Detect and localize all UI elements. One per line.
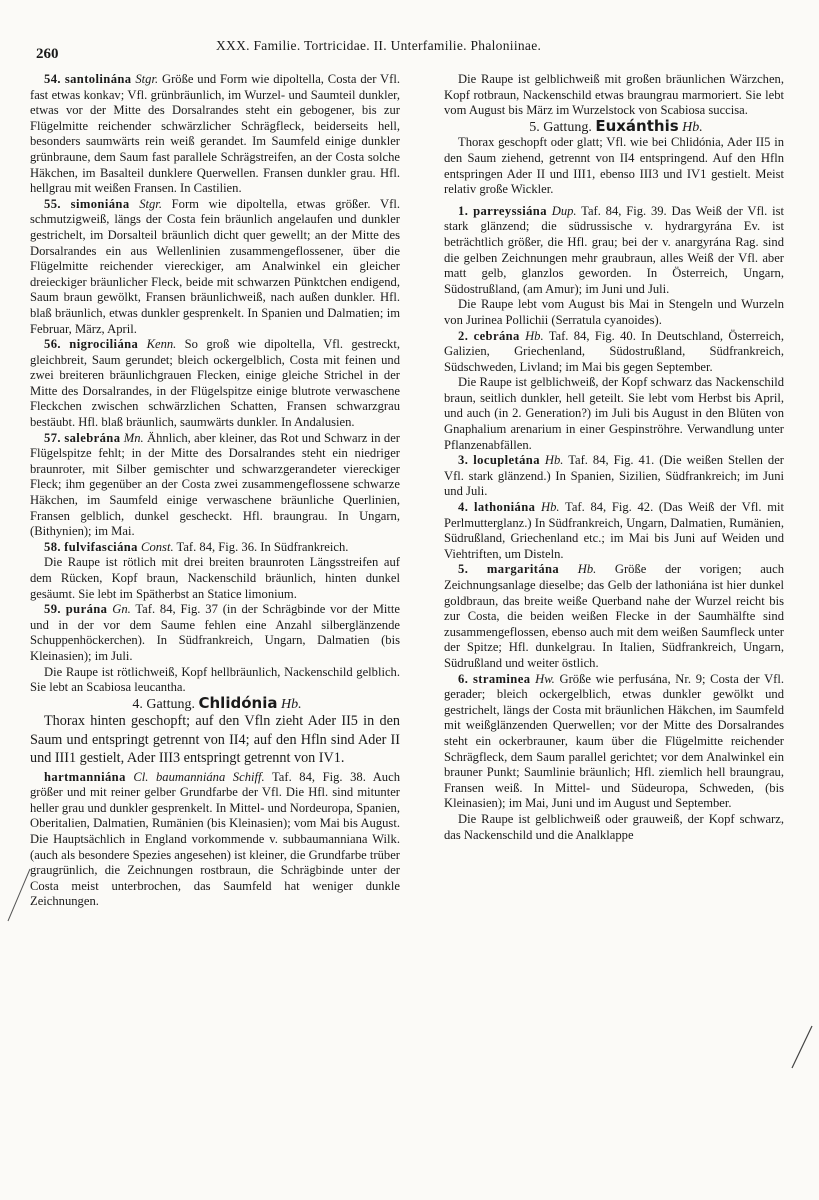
page-header xyxy=(30,38,770,62)
genus-heading xyxy=(444,116,784,136)
species-name: salebrána xyxy=(64,430,121,445)
species-text: Taf. 84, Fig. 36. In Südfrankreich. xyxy=(173,539,349,554)
species-number: 55. xyxy=(44,196,61,211)
species-number: 6. xyxy=(458,671,469,686)
species-entry xyxy=(30,540,400,556)
species-author: Cl. baumanniána Schiff. xyxy=(133,769,265,784)
species-entry xyxy=(444,453,784,500)
species-text: Die Raupe ist gelblichweiß, der Kopf schwarz das Nackenschild braun, seitlich dunkler, hell geteilt. Sie lebt vom Herbst bis April, und auch (in 2. Generation?) im Juli bis August in den Blüten von Gnaphalium arenarium in einer Gespinströhre. Verwandlung unter Pflanzenabfällen. xyxy=(444,375,784,452)
right-column xyxy=(444,72,784,843)
species-name: locupletána xyxy=(473,453,540,468)
species-text: Ähnlich, aber kleiner, das Rot und Schwarz in der Flügelspitze fehlt; in der Mitte des Dorsalrandes steht ein niedriger braunroter, mit Silber gemischter und schwarzgerandeter viereckiger Fleck; ihm gegenüber an der Costa zwei zusammengeflossene schwarze Häkchen, im Saumfeld einige verwaschene bräunliche Querlinien, Fransen gelblich, dunkel gescheckt. Hfl. braungrau. In Ungarn, (Bithynien); im Mai. xyxy=(30,430,400,539)
species-entry xyxy=(444,500,784,562)
species-author: Kenn. xyxy=(146,337,177,352)
species-number: 3. xyxy=(458,453,469,468)
species-name: nigrociliána xyxy=(69,337,139,352)
species-name: santolinána xyxy=(64,72,132,86)
left-entries xyxy=(30,72,400,696)
right-entries xyxy=(444,204,784,843)
genus-description: Thorax geschopft oder glatt; Vfl. wie bei Chlidónia, Ader II5 in den Saum ziehend, getrennt von II4 entspringend. Auf den Hfln entspringen Ader II und III1, ebenso III3 und IV1 gestielt. Meist relativ große Wickler. xyxy=(444,135,784,197)
species-text: Taf. 84, Fig. 38. Auch größer und mit reiner gelber Grundfarbe der Vfl. Die Hfl. sind mitunter heller grau und dunkler gesprenkelt. In Mittel- und Nordeuropa, Spanien, Oberitalien, Dalmatien, Rumänien (bis Kleinasien); vom Mai bis August. Die Hauptsächlich in England vorkommende v. subbaumanniana Wilk. (auch als besondere Spezies angesehen) ist kleiner, die Grundfarbe trüber graugrünlich, die Zeichnungen rostbraun, die Schrägbinde unter der Costa meist unterbrochen, das Saumfeld hat weniger dunkle Zeichnungen. xyxy=(30,769,400,909)
species-number: 57. xyxy=(44,430,61,445)
species-entry xyxy=(30,770,400,910)
species-text: Die Raupe ist gelblichweiß oder grauweiß, der Kopf schwarz, das Nackenschild und die Analklappe xyxy=(444,811,784,842)
genus-prefix: 5. Gattung. xyxy=(529,119,592,135)
species-text: Die Raupe ist rötlichweiß, Kopf hellbräunlich, Nackenschild gelblich. Sie lebt an Scabiosa leucantha. xyxy=(30,664,400,695)
page-number: 260 xyxy=(36,46,59,62)
species-number: 5. xyxy=(458,562,469,577)
paragraph-raupe xyxy=(30,665,400,696)
species-author: Hb. xyxy=(544,453,564,468)
species-number: 1. xyxy=(458,203,469,218)
genus-name: Euxánthis xyxy=(595,116,679,135)
species-name: purána xyxy=(65,602,108,617)
species-text: Größe wie perfusána, Nr. 9; Costa der Vfl. gerader; bleich ockergelblich, etwas dunkler gewölkt und gestrichelt, längs der Costa mit bräunlichen Häkchen, im Saumfeld mit weißglänzenden Querwellen; vor der Mitte des Dorsalrandes steht ein ockerbrauner, kaum über die Flügelmitte reichender Schrägfleck, dem Saum parallel gerichtet; vor dem Analwinkel ein brauner Punkt; Saumlinie bräunlich; Hfl. ziemlich hell braungrau, Fransen weiß. In Mittel- und Südeuropa, Schweden, (bis Kleinasien); im Mai, Juni und im August und September. xyxy=(444,671,785,811)
paragraph-raupe: Die Raupe ist gelblichweiß mit großen bräunlichen Wärzchen, Kopf rotbraun, Nackenschild etwas braungrau marmoriert. Sie lebt vom August bis März im Wurzelstock von Scabiosa succisa. xyxy=(444,72,784,118)
species-entry xyxy=(30,337,400,431)
species-entry xyxy=(444,329,784,376)
species-text: Die Raupe lebt vom August bis Mai in Stengeln und Wurzeln von Jurinea Pollichii (Serratula cyanoides). xyxy=(444,297,784,327)
species-entry xyxy=(30,602,400,664)
species-name: simoniána xyxy=(70,196,130,211)
species-number: 4. xyxy=(458,500,469,515)
paragraph-raupe xyxy=(444,375,784,453)
species-name: straminea xyxy=(472,671,531,686)
species-text: Form wie dipoltella, etwas größer. Vfl. schmutzigweiß, längs der Costa fein bräunlich angelaufen und dunkler gestrichelt, im Dorsalteil bräunlich dicht quer gewellt; an der Mitte des Dorsalrandes ein aus Wellenlinien zusammengeflossener, über die Flügelmitte reichender viereckiger, am Analwinkel ein gleicher dreieckiger bräunlicher Fleck, beide mit schwarzen Pünktchen endigend, Saum braun gewölkt, Fransen bräunlichweiß, nach außen dunkler. Hfl. blaß bräunlich, etwas dunkler gesprenkelt. In Spanien und Dalmatien; im Februar, März, April. xyxy=(30,196,400,336)
paragraph-raupe xyxy=(444,812,784,843)
pencil-mark-right xyxy=(786,1024,816,1070)
genus-heading xyxy=(30,693,400,713)
species-author: Mn. xyxy=(123,430,144,445)
genus-author: Hb. xyxy=(280,696,302,712)
species-text: Taf. 84, Fig. 42. (Das Weiß der Vfl. mit Perlmutterglanz.) In Südfrankreich, Ungarn, Dalmatien, Rumänien, Südrußland, Griechenland etc.; im Mai bis Juni auf Weiden und Viehtriften, um Disteln. xyxy=(444,500,785,561)
species-text: Taf. 84, Fig. 39. Das Weiß der Vfl. ist stark glänzend; die südrussische v. hydrargyrána Ev. ist beträchtlich größer, die Hfl. grau; bei der v. anargyrána Rag. sind die gelben Zeichnungen mehr graubraun, alles Weiß der Vfl. aber matt gelb, glanzlos geworden. In Österreich, Ungarn, Südostrußland, (am Amur); im Juni und Juli. xyxy=(444,203,784,296)
species-text: Die Raupe ist rötlich mit drei breiten braunroten Längsstreifen auf dem Rücken, Kopf braun, Nackenschild bräunlich, hinten dunkel gesäumt. Sie lebt im Spätherbst an Statice limonium. xyxy=(30,555,400,601)
species-entry xyxy=(30,197,400,337)
species-number: 2. xyxy=(458,328,469,343)
species-name: margaritána xyxy=(486,562,560,577)
species-author: Hb. xyxy=(525,328,544,343)
paragraph-raupe xyxy=(30,555,400,602)
species-text: So groß wie dipoltella, Vfl. gestreckt, gleichbreit, Saum gerundet; bleich ockergelblich, Costa mit feinen und zwei breiteren bräunlichgrauen Flecken, einige gleiche Strichel in der Mitte des Dorsalrandes, in der Flügelspitze einige blutrote verwaschene Fleckchen zwischen schwärzlichen Schatten, Fransen schwarzgrau bestäubt. Hfl. blaß bräunlich, saumwärts dunkler. In Andalusien. xyxy=(30,337,400,430)
species-number: 58. xyxy=(44,539,61,554)
species-name: lathoniána xyxy=(473,500,536,515)
species-number: 59. xyxy=(44,602,61,617)
species-entry xyxy=(30,72,400,197)
species-number: 54. xyxy=(44,72,61,86)
species-author: Stgr. xyxy=(139,196,162,211)
species-author: Hb. xyxy=(541,500,560,515)
species-name: parreyssiána xyxy=(473,203,547,218)
species-entry xyxy=(444,204,784,298)
left-column xyxy=(30,72,400,910)
genus-prefix: 4. Gattung. xyxy=(132,696,195,712)
species-entry xyxy=(444,562,784,671)
species-author: Const. xyxy=(141,539,174,554)
species-entry xyxy=(444,672,784,812)
species-author: Hw. xyxy=(535,671,555,686)
genus-author: Hb. xyxy=(682,119,703,135)
species-author: Gn. xyxy=(112,602,131,617)
species-text: Größe der vorigen; auch Zeichnungsanlage dieselbe; das Gelb der lathoniána ist hier dunkel goldbraun, das breite weiße Querband nahe der Wurzel reicht bis zur Costa, die beiden weißen Flecke in der Saumhälfte sind zusammengeflossen, ebenso auch mit dem weißen Saumfleck unter der Spitze; Hfl. dunkelgrau. In Italien, Südfrankreich, Ungarn, Südrußland und weiter östlich. xyxy=(444,562,784,670)
species-name: cebrána xyxy=(473,328,520,343)
species-entry xyxy=(30,431,400,540)
genus-name: Chlidónia xyxy=(198,693,278,712)
pencil-mark-left xyxy=(2,865,34,925)
species-text: Taf. 84, Fig. 37 (in der Schrägbinde vor der Mitte und in der vor dem Saume fehlen eine Anzahl silberglänzende Schuppenhöckerchen). In Südfrankreich, Ungarn, Dalmatien (bis Kleinasien); im Juli. xyxy=(30,602,400,663)
species-number: 56. xyxy=(44,337,61,352)
species-text: Taf. 84, Fig. 41. (Die weißen Stellen der Vfl. stark glänzend.) In Spanien, Sizilien, Südfrankreich; im Juni und Juli. xyxy=(444,453,784,499)
species-text: Größe und Form wie dipoltella, Costa der Vfl. fast etwas konkav; Vfl. grünbräunlich, im Wurzel- und Saumteil dunkler, etwas vor der Mitte des Dorsalrandes steht ein gebogener, bis zur Flügelmitte reichender schwärzlicher Schrägfleck, beiderseits hell, besonders saumwärts rein weiß gerandet. Im Saumfeld einige dunkler grünbraune, dem Saum fast parallele Schrägstreifen, an der Costa solche Häkchen, im Basalteil dunklere Querwellen. Fransen dunkler grau. Hfl. hellgrau mit weißen Fransen. In Castilien. xyxy=(30,72,400,196)
species-text: Taf. 84, Fig. 40. In Deutschland, Österreich, Galizien, Griechenland, Südostrußland, Südfrankreich, Südschweden, Livland; im Mai bis gegen September. xyxy=(444,328,784,374)
paragraph-raupe xyxy=(444,297,784,328)
genus-description: Thorax hinten geschopft; auf den Vfln zieht Ader II5 in den Saum und entspringt getrennt von II4; auf den Hfln sind Ader II und III1 gestielt, Ader III3 entspringt getrennt von IV1. xyxy=(30,713,400,767)
species-author: Hb. xyxy=(577,562,597,577)
species-author: Dup. xyxy=(551,203,577,218)
running-title: XXX. Familie. Tortricidae. II. Unterfamilie. Phaloniinae. xyxy=(216,38,542,53)
species-name: hartmanniána xyxy=(44,769,126,784)
species-author: Stgr. xyxy=(135,72,159,86)
species-name: fulvifasciána xyxy=(64,539,138,554)
